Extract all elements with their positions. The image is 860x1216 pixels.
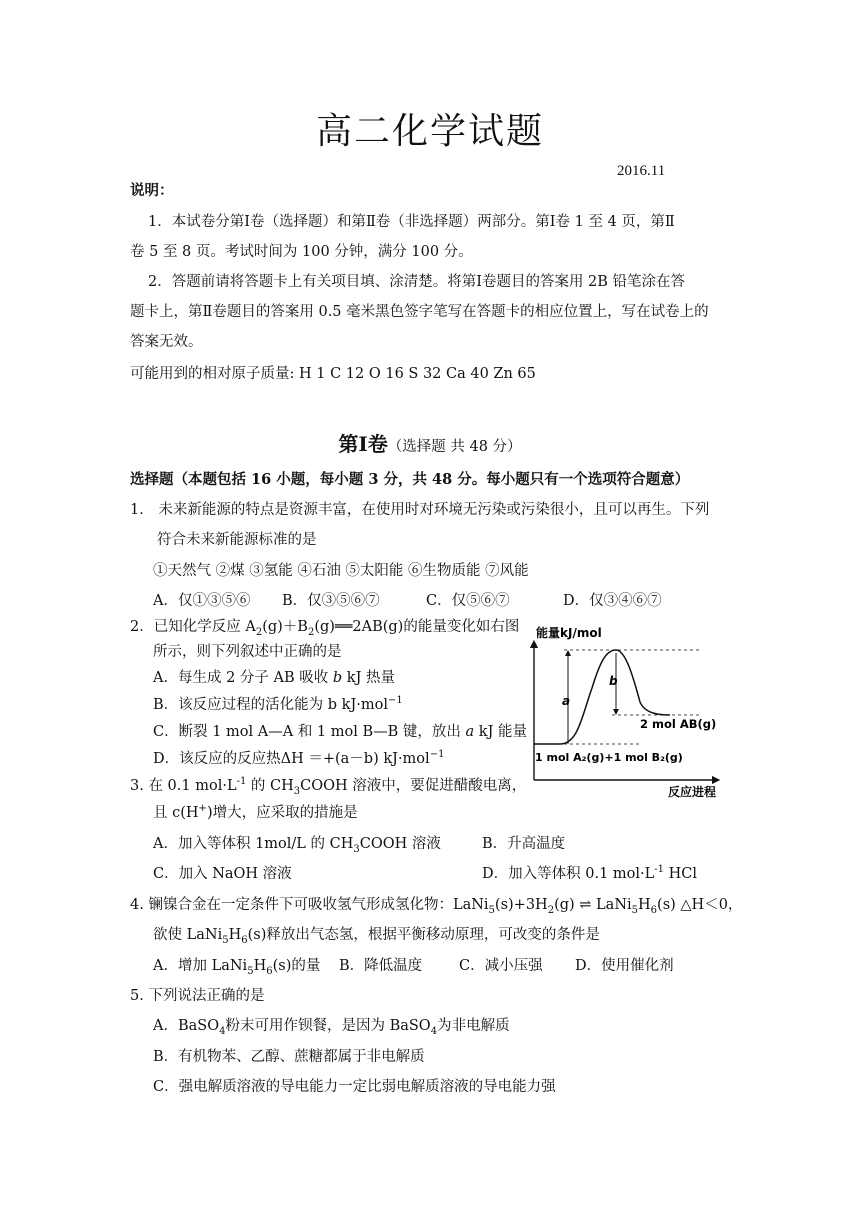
section-1-label: 第Ⅰ卷 — [338, 432, 388, 456]
q2-option-c: C．断裂 1 mol A—A 和 1 mol B—B 键，放出 a kJ 能量 — [153, 724, 527, 740]
q4-option-d: D．使用催化剂 — [575, 958, 674, 974]
q1-items: ①天然气 ②煤 ③氢能 ④石油 ⑤太阳能 ⑥生物质能 ⑦风能 — [153, 563, 529, 579]
q1-option-a: A．仅①③⑤⑥ — [153, 593, 251, 609]
q4-stem-line-2: 欲使 $LaNi_5H_6(s)$释放出气态氢，根据平衡移动原理，可改变的条件是 — [153, 927, 600, 946]
q5-option-a: A．BaSO$_4$粉末可用作钡餐，是因为 BaSO$_4$为非电解质 — [153, 1018, 510, 1037]
q2-stem-line-1: 2．已知化学反应 $A_2(g)+B_2(g)══2AB(g)$的能量变化如右图 — [130, 619, 520, 638]
atomic-masses: 可能用到的相对原子质量: H 1 C 12 O 16 S 32 Ca 40 Zn 65 — [130, 366, 536, 382]
notes-heading: 说明： — [130, 182, 174, 199]
reactant-label: 1 mol A₂(g)+1 mol B₂(g) — [535, 751, 683, 764]
note-line-3: 2．答题前请将答题卡上有关项目填、涂清楚。将第Ⅰ卷题目的答案用 2B 铅笔涂在答 — [148, 274, 686, 290]
q5-stem: 5. 下列说法正确的是 — [130, 988, 265, 1004]
q5-option-c: C．强电解质溶液的导电能力一定比弱电解质溶液的导电能力强 — [153, 1079, 556, 1095]
q4-stem-line-1: 4. 镧镍合金在一定条件下可吸收氢气形成氢化物：$LaNi_5(s)+3H_2(g)$ ⇌ $LaNi_5H_6(s)$ △H＜0， — [130, 897, 743, 916]
q3-stem-line-1: 3. 在 0.1 $mol\cdot L^{-1}$ 的 $CH_3COOH$ 溶液中，要促进醋酸电离， — [130, 776, 527, 797]
energy-diagram — [520, 620, 730, 800]
q2-option-b: B．该反应过程的活化能为 b kJ·mol$^{-1}$ — [153, 695, 403, 713]
note-line-2: 卷 5 至 8 页。考试时间为 100 分钟，满分 100 分。 — [130, 244, 473, 260]
q1-option-d: D．仅③④⑥⑦ — [563, 593, 662, 609]
page-title: 高二化学试题 — [315, 111, 544, 152]
q2-option-a: A．每生成 2 分子 AB 吸收 b kJ 热量 — [153, 670, 395, 686]
section-1-title — [0, 428, 860, 457]
x-axis-label: 反应进程 — [668, 785, 717, 799]
q4-option-a: A．增加 $LaNi_5H_6(s)$的量 — [153, 958, 321, 977]
q2-stem-line-2: 所示，则下列叙述中正确的是 — [153, 644, 342, 660]
exam-date: 2016.11 — [617, 163, 666, 179]
q2-option-d: D．该反应的反应热ΔH ＝+(a－b) kJ·mol$^{-1}$ — [153, 749, 445, 767]
note-line-1: 1．本试卷分第Ⅰ卷（选择题）和第Ⅱ卷（非选择题）两部分。第Ⅰ卷 1 至 4 页，第Ⅱ — [148, 214, 675, 230]
q1-option-b: B．仅③⑤⑥⑦ — [282, 593, 380, 609]
q3-option-c: C．加入 NaOH 溶液 — [153, 866, 292, 882]
q1-stem-line-2: 符合未来新能源标准的是 — [157, 532, 317, 548]
section-1-intro: 选择题（本题包括 16 小题，每小题 3 分，共 48 分。每小题只有一个选项符合题意） — [130, 471, 690, 488]
q1-stem-line-1: 1． 未来新能源的特点是资源丰富，在使用时对环境无污染或污染很小，且可以再生。下列 — [130, 502, 710, 518]
y-axis-label: 能量kJ/mol — [536, 626, 602, 640]
label-b: b — [609, 674, 618, 688]
q3-option-a: A．加入等体积 1mol/L 的 $CH_3COOH$ 溶液 — [153, 836, 441, 855]
note-line-5: 答案无效。 — [130, 334, 203, 350]
label-a: a — [562, 694, 571, 708]
section-1-subtitle: （选择题 共 48 分） — [387, 439, 522, 455]
q1-option-c: C．仅⑤⑥⑦ — [426, 593, 510, 609]
q4-option-b: B．降低温度 — [339, 958, 423, 974]
q3-option-b: B．升高温度 — [482, 836, 566, 852]
q4-option-c: C．减小压强 — [459, 958, 543, 974]
note-line-4: 题卡上，第Ⅱ卷题目的答案用 0.5 毫米黑色签字笔写在答题卡的相应位置上，写在试卷上的 — [130, 304, 709, 320]
product-label: 2 mol AB(g) — [640, 717, 717, 731]
q3-stem-line-2: 且 c(H+)增大，应采取的措施是 — [153, 803, 358, 821]
q5-option-b: B．有机物苯、乙醇、蔗糖都属于非电解质 — [153, 1049, 425, 1065]
q3-option-d: D．加入等体积 0.1 $mol\cdot L^{-1}$ HCl — [482, 864, 698, 882]
